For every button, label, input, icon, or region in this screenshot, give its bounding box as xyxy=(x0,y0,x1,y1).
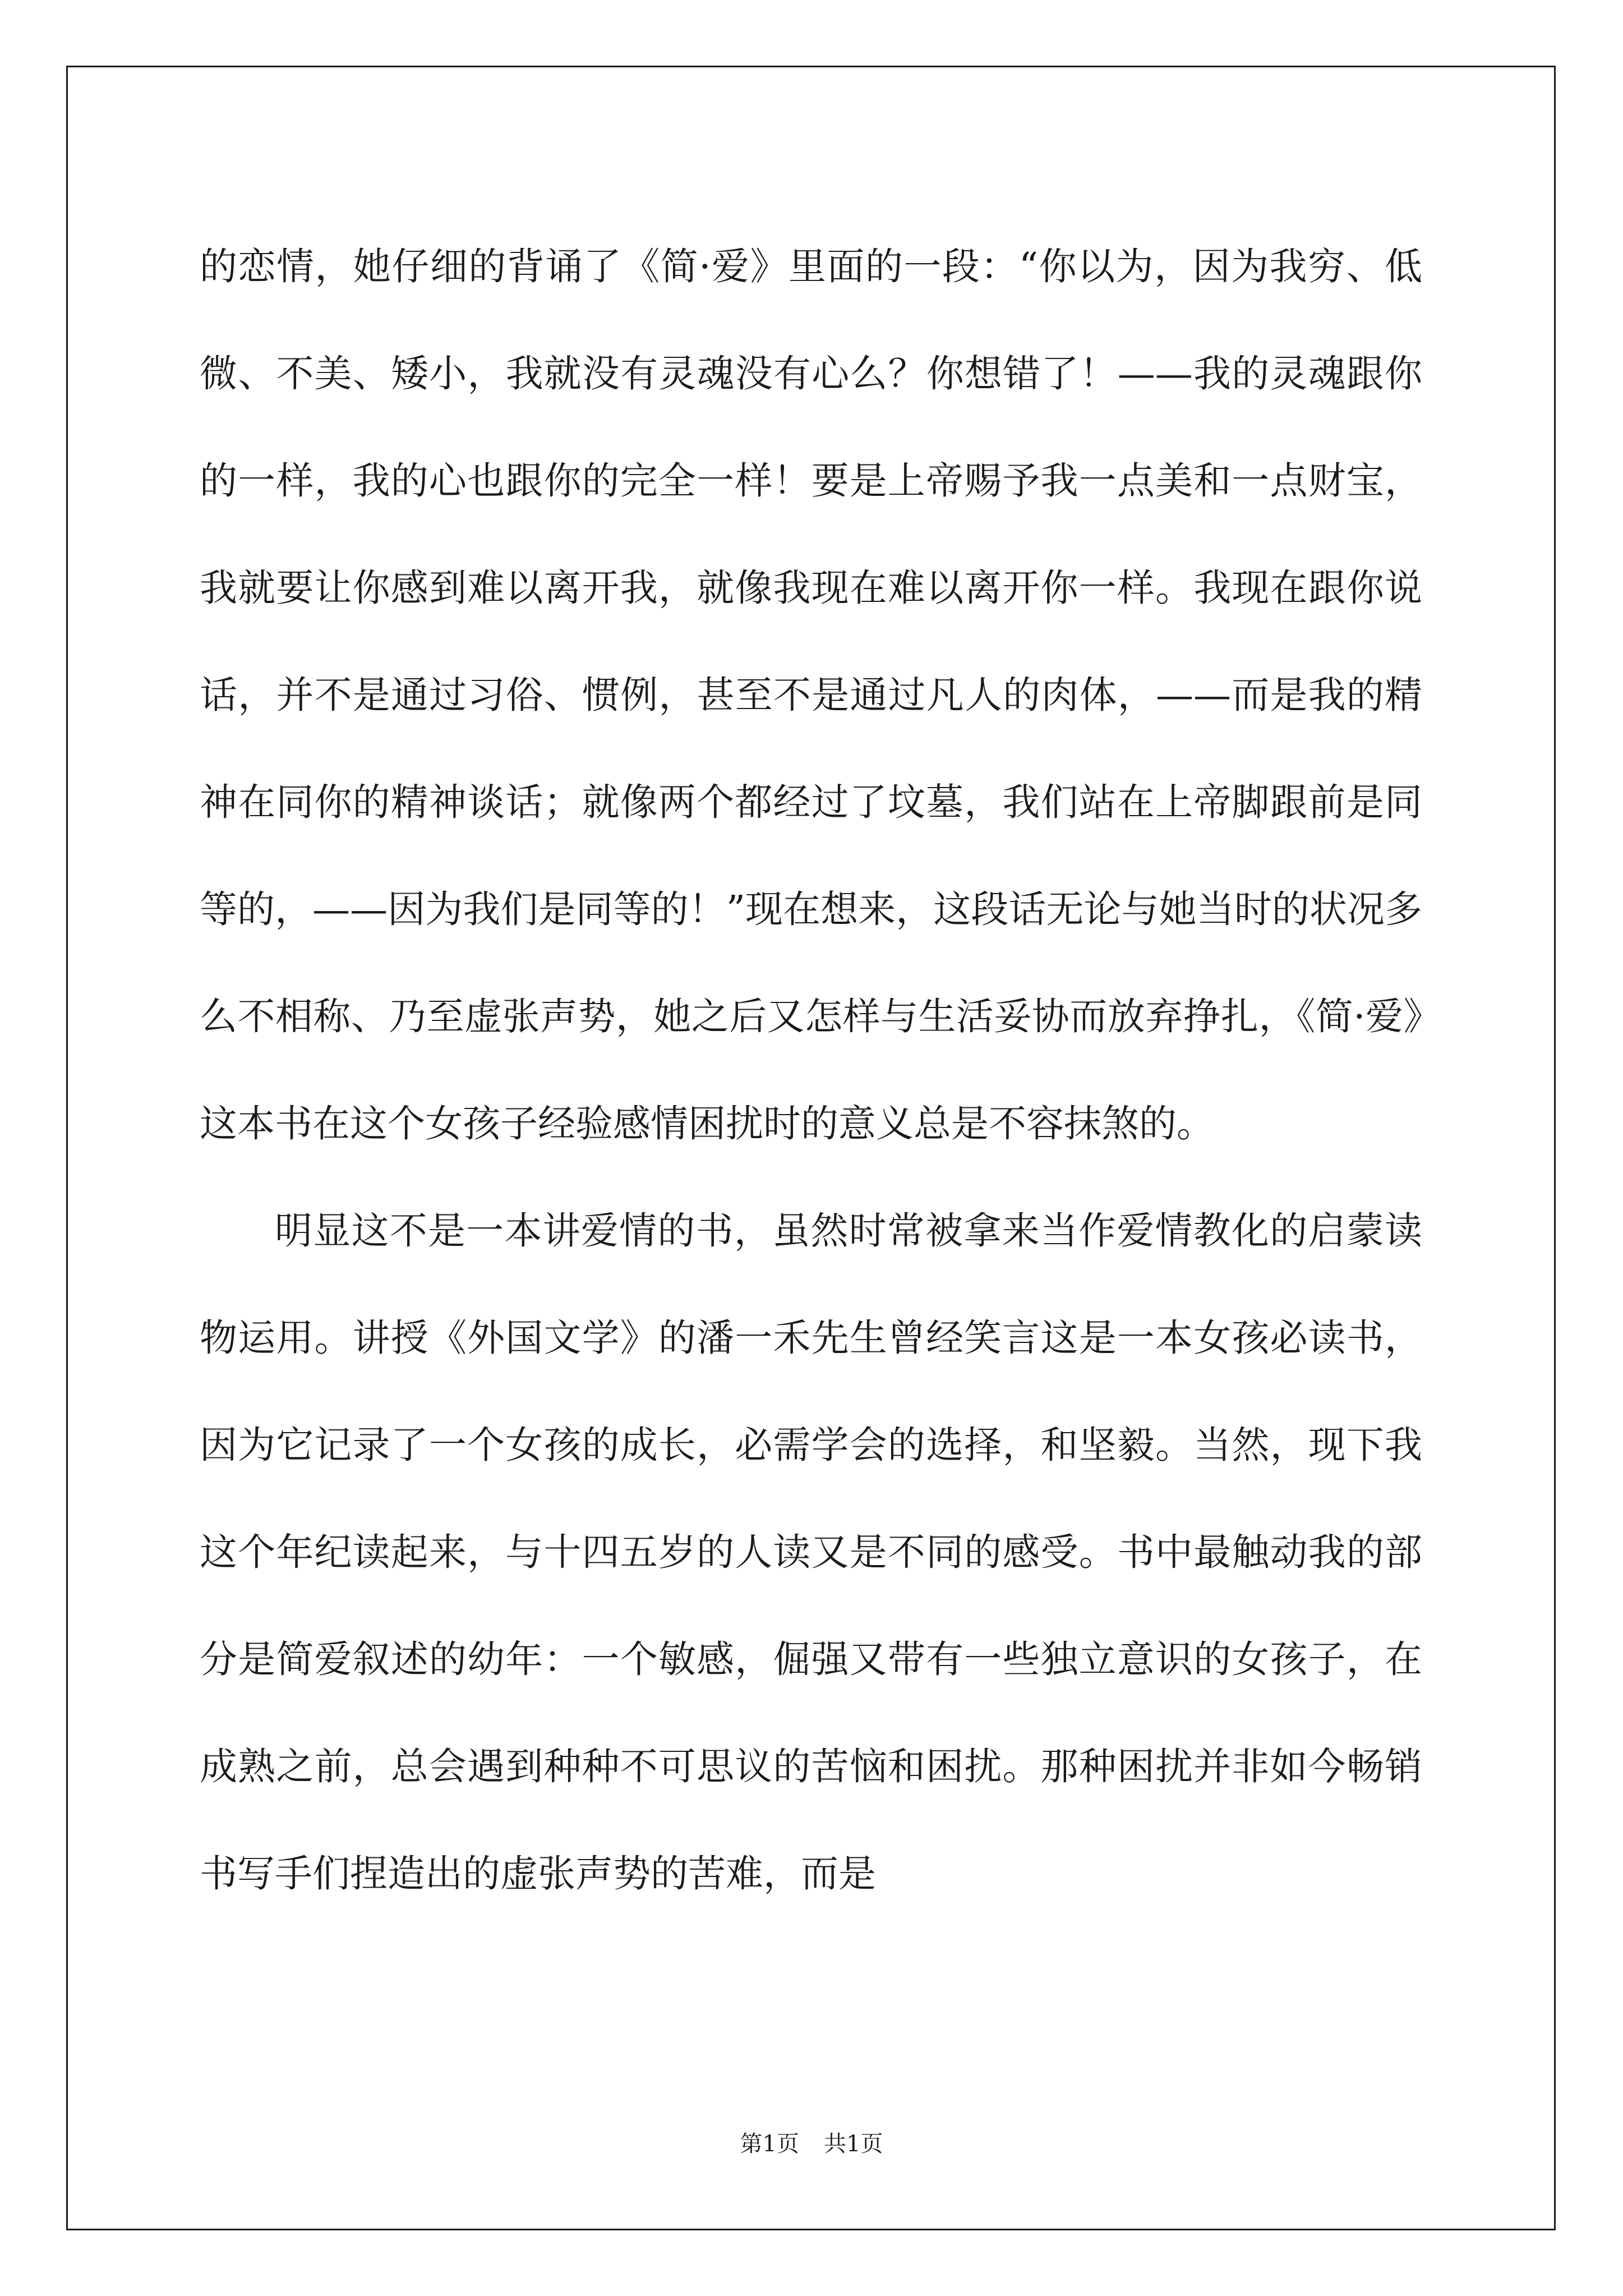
page-footer xyxy=(0,2126,1623,2158)
paragraph-1: 的恋情，她仔细的背诵了《简·爱》里面的一段：“你以为，因为我穷、低微、不美、矮小，我就没有灵魂没有心么？你想错了！——我的灵魂跟你的一样，我的心也跟你的完全一样！要是上帝赐予我一点美和一点财宝，我就要让你感到难以离开我，就像我现在难以离开你一样。我现在跟你说话，并不是通过习俗、惯例，甚至不是通过凡人的肉体，——而是我的精神在同你的精神谈话；就像两个都经过了坟墓，我们站在上帝脚跟前是同等的，——因为我们是同等的！”现在想来，这段话无论与她当时的状况多么不相称、乃至虚张声势，她之后又怎样与生活妥协而放弃挣扎，《简·爱》这本书在这个女孩子经验感情困扰时的意义总是不容抹煞的。 xyxy=(200,245,1422,1145)
document-body xyxy=(200,213,1422,1927)
page-number-total: 共1页 xyxy=(824,2131,883,2157)
paragraph-2: 明显这不是一本讲爱情的书，虽然时常被拿来当作爱情教化的启蒙读物运用。讲授《外国文学》的潘一禾先生曾经笑言这是一本女孩必读书，因为它记录了一个女孩的成长，必需学会的选择，和坚毅。当然，现下我这个年纪读起来，与十四五岁的人读又是不同的感受。书中最触动我的部分是简爱叙述的幼年：一个敏感，倔强又带有一些独立意识的女孩子，在成熟之前，总会遇到种种不可思议的苦恼和困扰。那种困扰并非如今畅销书写手们捏造出的虚张声势的苦难，而是 xyxy=(200,1209,1422,1895)
page-number-current: 第1页 xyxy=(740,2131,799,2157)
